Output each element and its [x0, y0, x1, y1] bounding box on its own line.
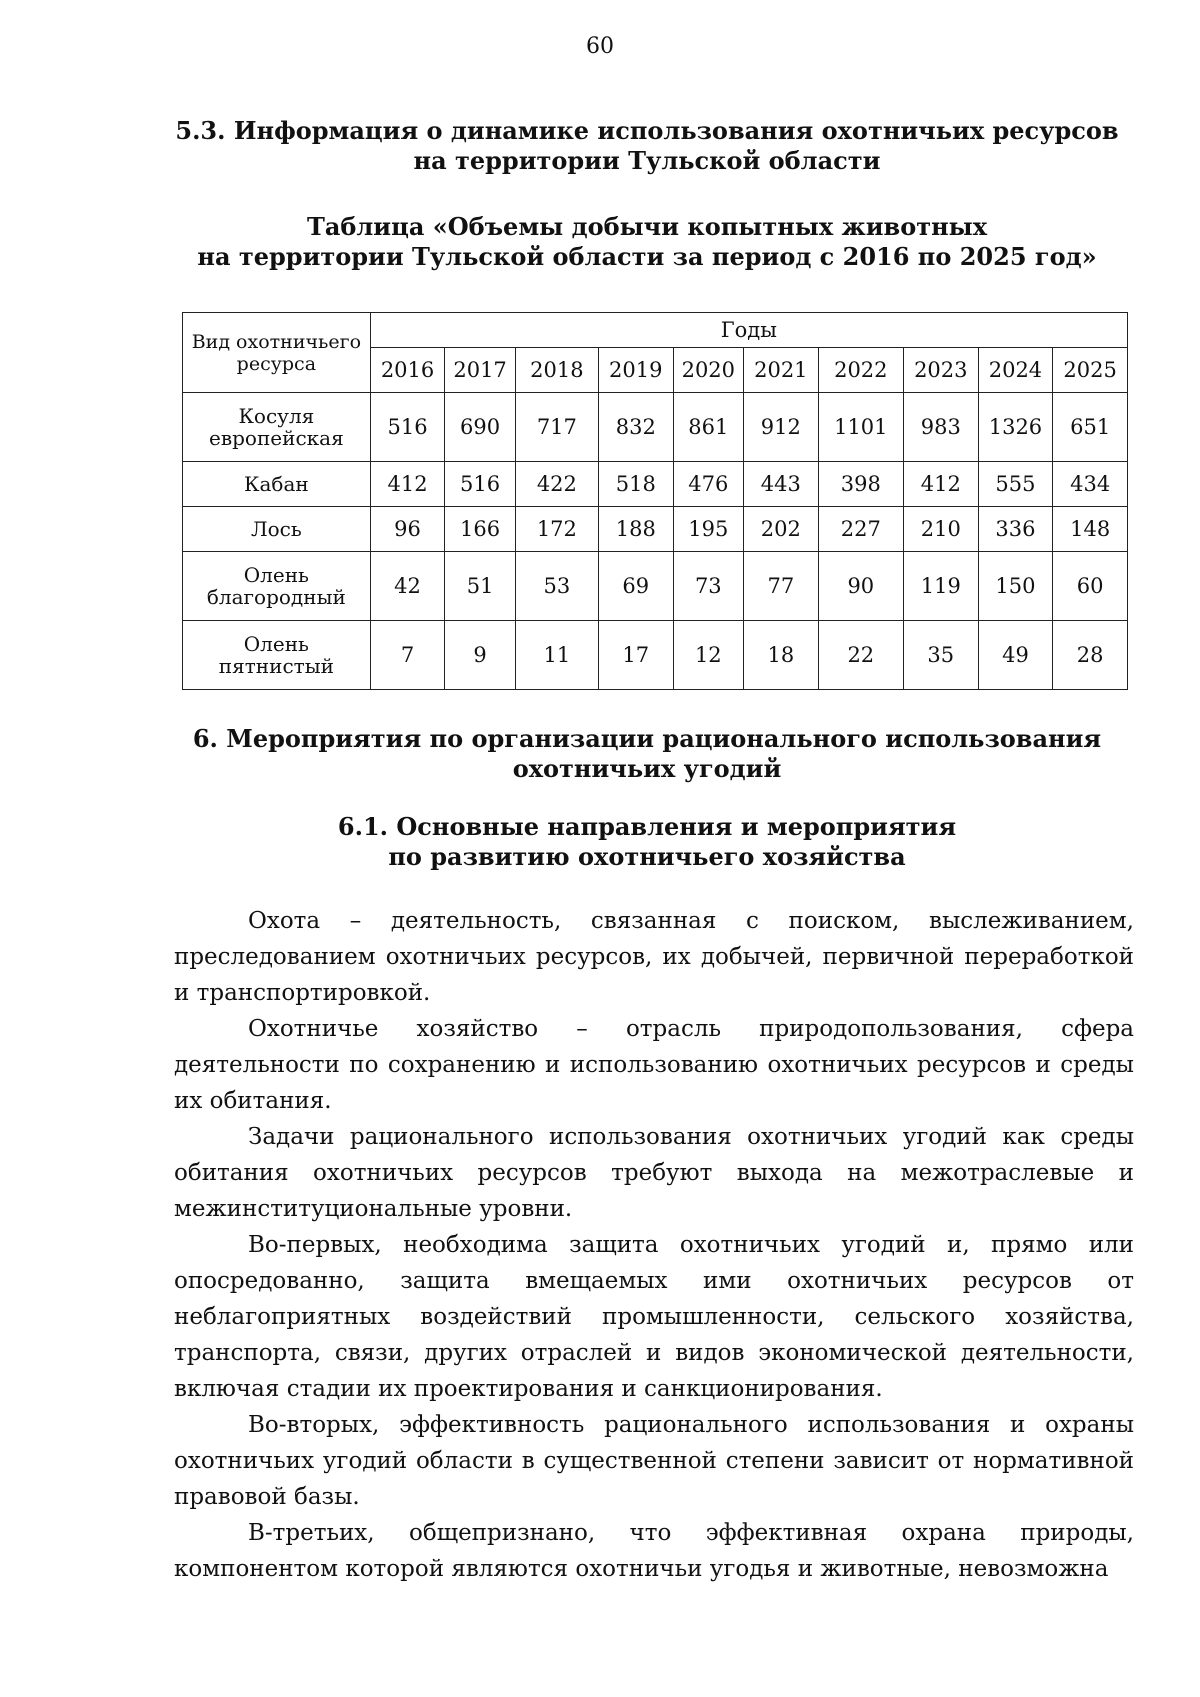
section-5-3-heading	[160, 116, 1134, 176]
paragraph: Во-первых, необходима защита охотничьих угодий и, прямо или опосредованно, защита вмещаемых ими охотничьих ресурсов от неблагоприятных воздействий промышленности, сельского хозяйства, транспорта, связи, других отраслей и видов экономической деятельности, включая стадии их проектирования и санкционирования.	[174, 1232, 1134, 1402]
value-cell: 412	[370, 462, 445, 507]
value-cell: 53	[515, 552, 598, 621]
table-header-row	[183, 313, 1128, 348]
value-cell: 202	[744, 507, 819, 552]
value-cell: 28	[1053, 621, 1128, 690]
value-cell: 166	[445, 507, 515, 552]
heading-line: 6.1. Основные направления и мероприятия	[337, 812, 957, 841]
year-cell: 2021	[744, 348, 819, 393]
paragraph: Охотничье хозяйство – отрасль природопользования, сфера деятельности по сохранению и использованию охотничьих ресурсов и среды их обитания.	[174, 1016, 1134, 1114]
table-caption	[160, 212, 1134, 272]
table-row	[183, 552, 1128, 621]
page-number: 60	[586, 34, 614, 59]
value-cell: 188	[598, 507, 673, 552]
value-cell: 336	[978, 507, 1053, 552]
harvest-table	[182, 312, 1128, 690]
row-name: Лось	[183, 507, 371, 552]
value-cell: 555	[978, 462, 1053, 507]
value-cell: 476	[673, 462, 743, 507]
value-cell: 73	[673, 552, 743, 621]
value-cell: 69	[598, 552, 673, 621]
caption-line: Таблица «Объемы добычи копытных животных	[306, 212, 988, 241]
heading-line: по развитию охотничьего хозяйства	[388, 842, 906, 871]
table-row	[183, 621, 1128, 690]
year-cell: 2018	[515, 348, 598, 393]
value-cell: 22	[818, 621, 903, 690]
value-cell: 516	[445, 462, 515, 507]
value-cell: 17	[598, 621, 673, 690]
value-cell: 717	[515, 393, 598, 462]
value-cell: 11	[515, 621, 598, 690]
value-cell: 9	[445, 621, 515, 690]
value-cell: 148	[1053, 507, 1128, 552]
row-name: Олень пятнистый	[183, 621, 371, 690]
value-cell: 412	[903, 462, 978, 507]
value-cell: 18	[744, 621, 819, 690]
heading-line: на территории Тульской области	[413, 146, 881, 175]
section-6-heading	[160, 724, 1134, 784]
value-cell: 60	[1053, 552, 1128, 621]
year-cell: 2019	[598, 348, 673, 393]
paragraph: Охота – деятельность, связанная с поиском, выслеживанием, преследованием охотничьих ресурсов, их добычей, первичной переработкой и транспортировкой.	[174, 908, 1134, 1006]
value-cell: 172	[515, 507, 598, 552]
year-cell: 2020	[673, 348, 743, 393]
value-cell: 90	[818, 552, 903, 621]
table-row	[183, 393, 1128, 462]
heading-line: 5.3. Информация о динамике использования охотничьих ресурсов	[175, 116, 1119, 145]
table-row	[183, 507, 1128, 552]
value-cell: 912	[744, 393, 819, 462]
caption-line: на территории Тульской области за период с 2016 по 2025 год»	[197, 242, 1097, 271]
row-name: Косуля европейская	[183, 393, 371, 462]
value-cell: 150	[978, 552, 1053, 621]
value-cell: 42	[370, 552, 445, 621]
value-cell: 861	[673, 393, 743, 462]
section-6-1-heading	[160, 812, 1134, 872]
value-cell: 35	[903, 621, 978, 690]
value-cell: 96	[370, 507, 445, 552]
value-cell: 422	[515, 462, 598, 507]
year-cell: 2017	[445, 348, 515, 393]
year-cell: 2025	[1053, 348, 1128, 393]
value-cell: 690	[445, 393, 515, 462]
value-cell: 210	[903, 507, 978, 552]
resource-type-header: Вид охотничьего ресурса	[183, 313, 371, 393]
value-cell: 7	[370, 621, 445, 690]
value-cell: 77	[744, 552, 819, 621]
value-cell: 516	[370, 393, 445, 462]
value-cell: 518	[598, 462, 673, 507]
value-cell: 51	[445, 552, 515, 621]
value-cell: 443	[744, 462, 819, 507]
value-cell: 1326	[978, 393, 1053, 462]
value-cell: 832	[598, 393, 673, 462]
row-name: Олень благородный	[183, 552, 371, 621]
year-cell: 2022	[818, 348, 903, 393]
paragraph: Задачи рационального использования охотничьих угодий как среды обитания охотничьих ресурсов требуют выхода на межотраслевые и межинституциональные уровни.	[174, 1124, 1134, 1222]
value-cell: 195	[673, 507, 743, 552]
heading-line: 6. Мероприятия по организации рационального использования	[192, 724, 1102, 753]
value-cell: 398	[818, 462, 903, 507]
year-cell: 2016	[370, 348, 445, 393]
value-cell: 227	[818, 507, 903, 552]
value-cell: 434	[1053, 462, 1128, 507]
value-cell: 1101	[818, 393, 903, 462]
value-cell: 119	[903, 552, 978, 621]
year-cell: 2024	[978, 348, 1053, 393]
paragraph: Во-вторых, эффективность рационального использования и охраны охотничьих угодий области в существенной степени зависит от нормативной правовой базы.	[174, 1412, 1134, 1510]
body-text	[174, 903, 1134, 1587]
value-cell: 12	[673, 621, 743, 690]
value-cell: 49	[978, 621, 1053, 690]
value-cell: 983	[903, 393, 978, 462]
value-cell: 651	[1053, 393, 1128, 462]
table-row	[183, 462, 1128, 507]
paragraph: В-третьих, общепризнано, что эффективная охрана природы, компонентом которой являются охотничьи угодья и животные, невозможна	[174, 1520, 1134, 1582]
row-name: Кабан	[183, 462, 371, 507]
year-cell: 2023	[903, 348, 978, 393]
heading-line: охотничьих угодий	[512, 754, 782, 783]
years-header: Годы	[370, 313, 1127, 348]
